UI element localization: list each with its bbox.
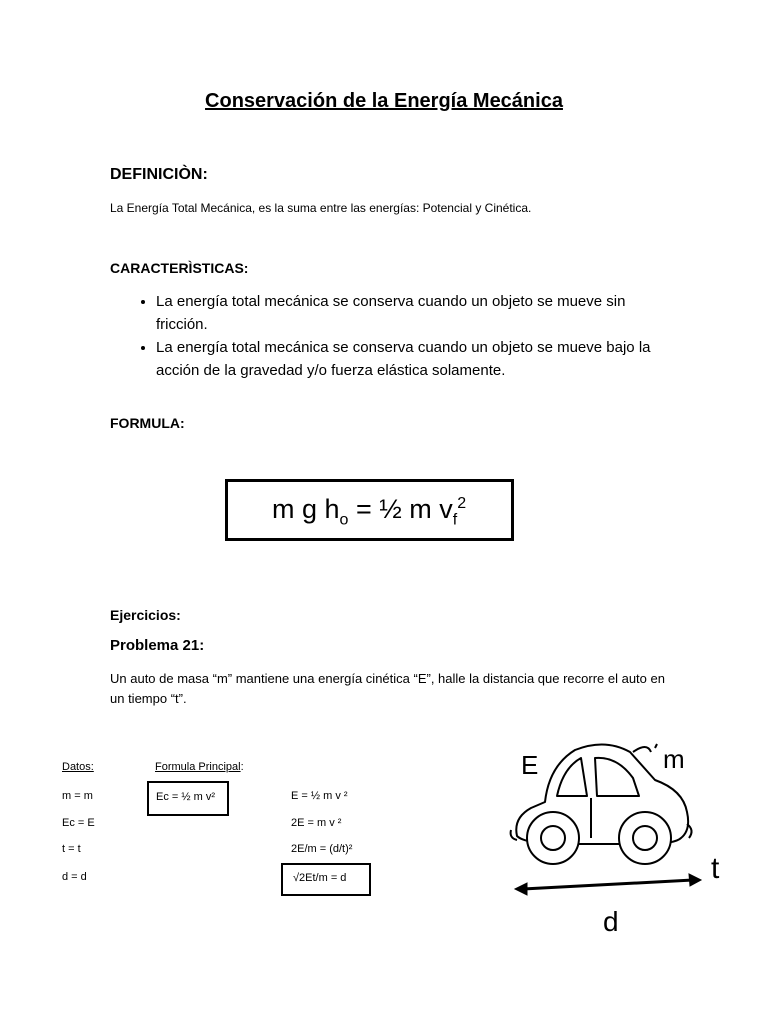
definition-text: La Energía Total Mecánica, es la suma entre las energías: Potencial y Cinética. bbox=[110, 201, 532, 215]
label-m: m bbox=[663, 744, 685, 774]
car-figure bbox=[505, 738, 745, 938]
characteristic-item-1: • La energía total mecánica se conserva cuando un objeto se mueve sin fricción. bbox=[156, 290, 670, 336]
definition-heading: DEFINICIÒN: bbox=[110, 166, 208, 183]
characteristics-heading: CARACTERÌSTICAS: bbox=[110, 260, 249, 276]
formula-principal-colon: : bbox=[240, 761, 244, 773]
principal-formula-box bbox=[147, 781, 229, 816]
formula-box bbox=[225, 479, 514, 541]
formula-step: E = ½ m v ² bbox=[291, 790, 348, 802]
characteristic-item-2: • La energía total mecánica se conserva cuando un objeto se mueve bajo la acción de la gravedad y/o fuerza elástica solamente. bbox=[156, 336, 670, 382]
label-t: t bbox=[711, 852, 720, 885]
result-formula-box bbox=[281, 863, 371, 896]
principal-formula: Ec = ½ m v² bbox=[156, 791, 215, 803]
dato-item: t = t bbox=[62, 843, 81, 855]
problem-text: Un auto de masa “m” mantiene una energía cinética “E”, halle la distancia que recorre el auto en un tiempo “t”. bbox=[110, 671, 665, 706]
formula-rhs-subscript: f bbox=[452, 511, 458, 529]
datos-heading: Datos: bbox=[62, 761, 94, 773]
exercises-heading: Ejercicios: bbox=[110, 607, 181, 623]
characteristics-list bbox=[130, 290, 670, 382]
formula-rhs-superscript: 2 bbox=[457, 495, 467, 512]
main-formula bbox=[272, 494, 466, 529]
dato-item: d = d bbox=[62, 871, 87, 883]
dato-item: Ec = E bbox=[62, 817, 95, 829]
label-e: E bbox=[521, 750, 539, 780]
formula-lhs-subscript: o bbox=[339, 511, 349, 529]
formula-rhs: = ½ m v bbox=[348, 494, 453, 524]
formula-step: 2E/m = (d/t)² bbox=[291, 843, 353, 855]
formula-lhs: m g h bbox=[272, 494, 340, 524]
page-title: Conservación de la Energía Mecánica bbox=[205, 90, 563, 112]
formula-step: 2E = m v ² bbox=[291, 817, 342, 829]
formula-heading: FORMULA: bbox=[110, 415, 185, 431]
distance-arrow-icon bbox=[515, 874, 701, 895]
dato-item: m = m bbox=[62, 790, 93, 802]
problem-heading: Problema 21: bbox=[110, 637, 205, 654]
result-formula: √2Et/m = d bbox=[293, 872, 347, 884]
formula-principal-label: Formula Principal bbox=[155, 761, 241, 773]
formula-principal-heading bbox=[155, 761, 244, 773]
label-d: d bbox=[603, 906, 619, 937]
